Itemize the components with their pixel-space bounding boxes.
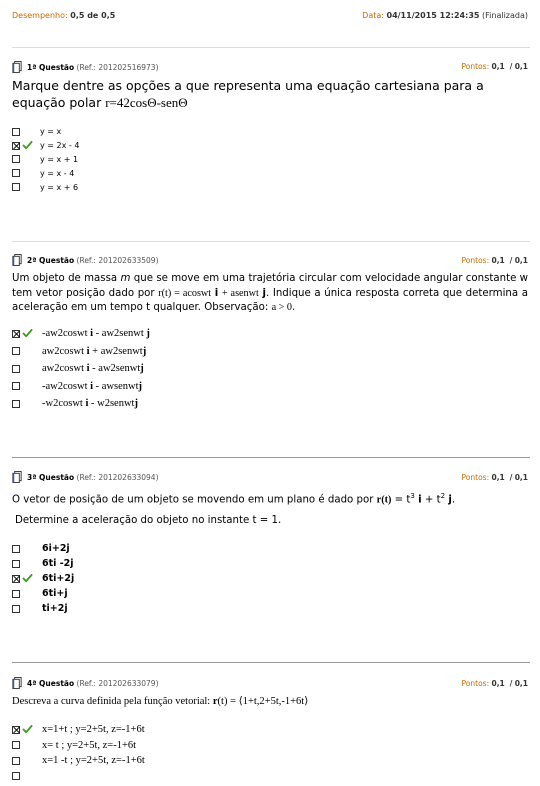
document-icon	[12, 471, 22, 483]
question-4-text: Descreva a curva definida pela função vetorial: r(t) = ⟨1+t,2+5t,-1+6t⟩	[12, 696, 309, 707]
question-4-header: 4ª Questão (Ref.: 201202633079)	[12, 677, 159, 691]
check-icon	[22, 141, 34, 150]
option-4[interactable]: y = x - 4	[12, 166, 79, 180]
checkbox[interactable]	[12, 772, 20, 780]
option-4[interactable]: -aw2coswt i - awsenwtj	[12, 378, 150, 396]
option-1[interactable]: y = x	[12, 125, 79, 139]
question-2-options	[12, 325, 150, 413]
checkbox-checked[interactable]	[12, 142, 20, 150]
checkbox[interactable]	[12, 590, 20, 598]
performance-value: 0,5 de 0,5	[70, 11, 116, 20]
option-5[interactable]: ti+2j	[12, 601, 74, 616]
divider	[12, 241, 530, 242]
option-5[interactable]: y = x + 6	[12, 180, 79, 194]
checkbox[interactable]	[12, 560, 20, 568]
checkbox[interactable]	[12, 400, 20, 408]
performance-summary: Desempenho: 0,5 de 0,5	[12, 11, 116, 20]
date-summary: Data: 04/11/2015 12:24:35 (Finalizada)	[362, 11, 528, 20]
summary-bar	[0, 0, 540, 28]
check-icon	[22, 574, 34, 583]
check-icon	[22, 725, 34, 734]
option-3[interactable]: x=1 -t ; y=2+5t, z=-1+6t	[12, 753, 145, 769]
checkbox[interactable]	[12, 545, 20, 553]
question-3-points: Pontos: 0,1 / 0,1	[461, 473, 528, 482]
option-5[interactable]: -w2coswt i - w2senwtj	[12, 395, 150, 413]
checkbox-checked[interactable]	[12, 330, 20, 338]
option-4[interactable]: 6ti+j	[12, 586, 74, 601]
polar-formula: r=42cosΘ-senΘ	[105, 95, 188, 110]
divider	[12, 457, 530, 458]
option-2[interactable]: aw2coswt i + aw2senwtj	[12, 343, 150, 361]
option-2[interactable]: x= t ; y=2+5t, z=-1+6t	[12, 738, 145, 754]
question-2-points: Pontos: 0,1 / 0,1	[461, 256, 528, 265]
checkbox[interactable]	[12, 382, 20, 390]
question-1-text: Marque dentre as opções a que representa uma equação cartesiana para a equação polar r=42cosΘ-senΘ	[12, 78, 484, 110]
question-4-points: Pontos: 0,1 / 0,1	[461, 679, 528, 688]
checkbox[interactable]	[12, 128, 20, 136]
question-2-text: Um objeto de massa m que se move em uma trajetória circular com velocidade angular constante w tem vetor posição dado por r(t) = acoswt i + asenwt j. Indique a única resposta correta que determina a aceleração em um tempo t qualquer. Observação: a > 0.	[12, 273, 528, 313]
question-4-options	[12, 722, 145, 784]
checkbox[interactable]	[12, 741, 20, 749]
option-3[interactable]: 6ti+2j	[12, 571, 74, 586]
option-1[interactable]: 6i+2j	[12, 541, 74, 556]
question-3-options	[12, 541, 74, 616]
option-4[interactable]	[12, 769, 145, 785]
checkbox[interactable]	[12, 155, 20, 163]
question-1-points: Pontos: 0,1 / 0,1	[461, 62, 528, 71]
check-icon	[22, 329, 34, 338]
divider	[12, 662, 530, 663]
document-icon	[12, 61, 22, 73]
checkbox[interactable]	[12, 169, 20, 177]
question-3-header: 3ª Questão (Ref.: 201202633094)	[12, 471, 159, 485]
option-3[interactable]: y = x + 1	[12, 153, 79, 167]
question-3-text: O vetor de posição de um objeto se movendo em um plano é dado por $r(t) = t^3$ $i + t^2$ j.	[12, 492, 456, 506]
option-1[interactable]: -aw2coswt i - aw2senwt j	[12, 325, 150, 343]
divider	[12, 47, 530, 48]
document-icon	[12, 677, 22, 689]
question-1-options	[12, 125, 79, 194]
option-1[interactable]: x=1+t ; y=2+5t, z=-1+6t	[12, 722, 145, 738]
question-1-header: 1ª Questão (Ref.: 201202516973)	[12, 61, 159, 75]
checkbox-checked[interactable]	[12, 726, 20, 734]
option-2[interactable]: y = 2x - 4	[12, 139, 79, 153]
question-3-instruction: Determine a aceleração do objeto no instante t = 1.	[15, 515, 282, 526]
question-2-header: 2ª Questão (Ref.: 201202633509)	[12, 254, 159, 268]
checkbox[interactable]	[12, 365, 20, 373]
checkbox[interactable]	[12, 183, 20, 191]
checkbox[interactable]	[12, 347, 20, 355]
document-icon	[12, 254, 22, 266]
status-text: (Finalizada)	[482, 11, 528, 20]
option-3[interactable]: aw2coswt i - aw2senwtj	[12, 360, 150, 378]
checkbox[interactable]	[12, 757, 20, 765]
checkbox-checked[interactable]	[12, 575, 20, 583]
checkbox[interactable]	[12, 605, 20, 613]
date-value: 04/11/2015 12:24:35	[386, 11, 480, 20]
option-2[interactable]: 6ti -2j	[12, 556, 74, 571]
